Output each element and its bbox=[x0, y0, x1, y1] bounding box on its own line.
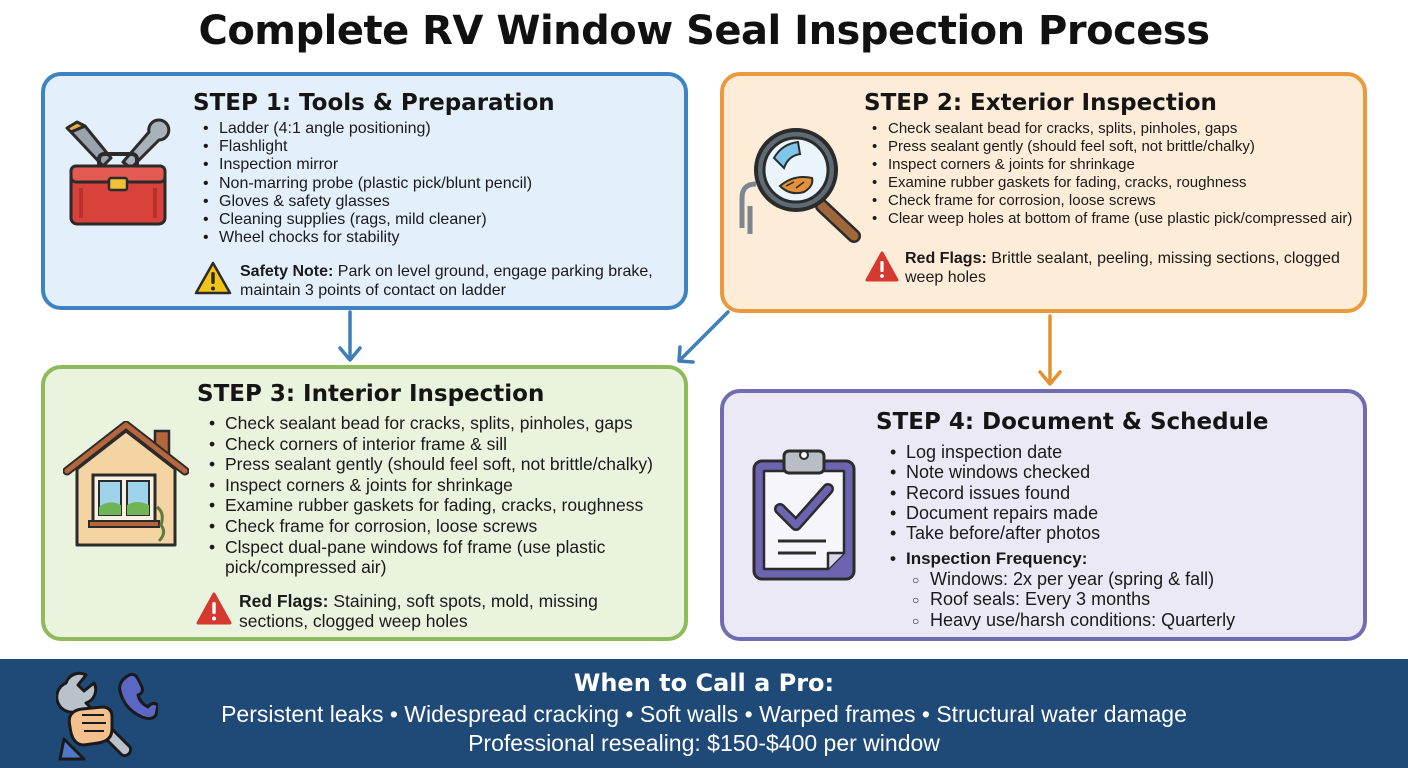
call-a-pro-banner bbox=[0, 659, 1408, 768]
list-item: • Flashlight bbox=[201, 138, 532, 156]
house-window-icon bbox=[63, 421, 189, 549]
magnifying-glass-icon bbox=[738, 124, 868, 244]
step4-list bbox=[888, 442, 1100, 543]
list-item: • Check frame for corrosion, loose screws bbox=[207, 516, 653, 537]
red-flags-text: Brittle sealant, peeling, missing sections, clogged weep holes bbox=[905, 250, 1340, 286]
list-item: ○ Roof seals: Every 3 months bbox=[912, 589, 1235, 609]
toolbox-icon bbox=[63, 118, 173, 230]
step3-list bbox=[207, 413, 653, 578]
list-item: • Press sealant gently (should feel soft, not brittle/chalky) bbox=[870, 138, 1368, 156]
list-item: • Press sealant gently (should feel soft, not brittle/chalky) bbox=[207, 454, 653, 475]
safety-note bbox=[240, 262, 680, 300]
red-flags-label: Red Flags: bbox=[905, 250, 987, 267]
list-item: • Examine rubber gaskets for fading, cracks, roughness bbox=[870, 174, 1368, 192]
red-flags-label: Red Flags: bbox=[239, 591, 329, 611]
safety-note-text: Park on level ground, engage parking brake, maintain 3 points of contact on ladder bbox=[240, 263, 653, 299]
arrow-step2-to-step4 bbox=[1040, 316, 1060, 384]
warning-triangle-icon bbox=[193, 260, 233, 296]
list-item: • Note windows checked bbox=[888, 462, 1100, 482]
list-item: • Non-marring probe (plastic pick/blunt pencil) bbox=[201, 175, 532, 193]
warning-triangle-icon bbox=[195, 591, 233, 627]
step3-card bbox=[41, 365, 688, 641]
safety-note-label: Safety Note: bbox=[240, 263, 334, 280]
list-item: • Check sealant bead for cracks, splits, pinholes, gaps bbox=[207, 413, 653, 434]
step1-list bbox=[201, 120, 532, 247]
list-item: • Log inspection date bbox=[888, 442, 1100, 462]
list-item: • Inspect corners & joints for shrinkage bbox=[870, 156, 1368, 174]
page-title: Complete RV Window Seal Inspection Process bbox=[198, 8, 1210, 54]
list-item: • Document repairs made bbox=[888, 503, 1100, 523]
list-item: • Check sealant bead for cracks, splits, pinholes, gaps bbox=[870, 120, 1368, 138]
step2-title: STEP 2: Exterior Inspection bbox=[864, 90, 1217, 116]
step1-title: STEP 1: Tools & Preparation bbox=[193, 90, 555, 116]
red-flags-note bbox=[905, 250, 1365, 287]
step2-card bbox=[720, 72, 1367, 313]
inspection-frequency-label: • Inspection Frequency: bbox=[888, 549, 1087, 569]
footer-title: When to Call a Pro: bbox=[573, 669, 835, 697]
list-item: • Record issues found bbox=[888, 483, 1100, 503]
arrow-step1-to-step3 bbox=[340, 312, 360, 360]
step2-list bbox=[870, 120, 1368, 228]
list-item: • Wheel chocks for stability bbox=[201, 229, 532, 247]
red-flags-note bbox=[239, 591, 659, 631]
list-item: • Inspect corners & joints for shrinkage bbox=[207, 475, 653, 496]
step3-title: STEP 3: Interior Inspection bbox=[197, 381, 545, 407]
step1-card bbox=[41, 72, 688, 310]
list-item: • Clear weep holes at bottom of frame (use plastic pick/compressed air) bbox=[870, 210, 1368, 228]
clipboard-check-icon bbox=[750, 443, 860, 583]
footer-cost: Professional resealing: $150-$400 per window bbox=[468, 730, 940, 756]
step4-card bbox=[720, 389, 1367, 641]
list-item: ○ Windows: 2x per year (spring & fall) bbox=[912, 569, 1235, 589]
footer-reasons: Persistent leaks • Widespread cracking • Soft walls • Warped frames • Structural water damage bbox=[221, 701, 1187, 727]
list-item: • Clspect dual-pane windows fof frame (use plastic pick/compressed air) bbox=[207, 537, 645, 578]
list-item: • Take before/after photos bbox=[888, 523, 1100, 543]
list-item: • Ladder (4:1 angle positioning) bbox=[201, 120, 532, 138]
list-item: • Check corners of interior frame & sill bbox=[207, 434, 653, 455]
list-item: • Cleaning supplies (rags, mild cleaner) bbox=[201, 211, 532, 229]
warning-triangle-icon bbox=[864, 250, 900, 284]
arrow-step2-to-step3 bbox=[679, 312, 728, 362]
list-item: ○ Heavy use/harsh conditions: Quarterly bbox=[912, 610, 1235, 630]
list-item: • Gloves & safety glasses bbox=[201, 193, 532, 211]
list-item: • Inspection mirror bbox=[201, 156, 532, 174]
list-item: • Examine rubber gaskets for fading, cracks, roughness bbox=[207, 495, 653, 516]
red-flags-text: Staining, soft spots, mold, missing sections, clogged weep holes bbox=[239, 591, 598, 631]
inspection-frequency-list bbox=[912, 569, 1235, 630]
list-item: • Check frame for corrosion, loose screws bbox=[870, 192, 1368, 210]
step4-title: STEP 4: Document & Schedule bbox=[876, 409, 1269, 435]
